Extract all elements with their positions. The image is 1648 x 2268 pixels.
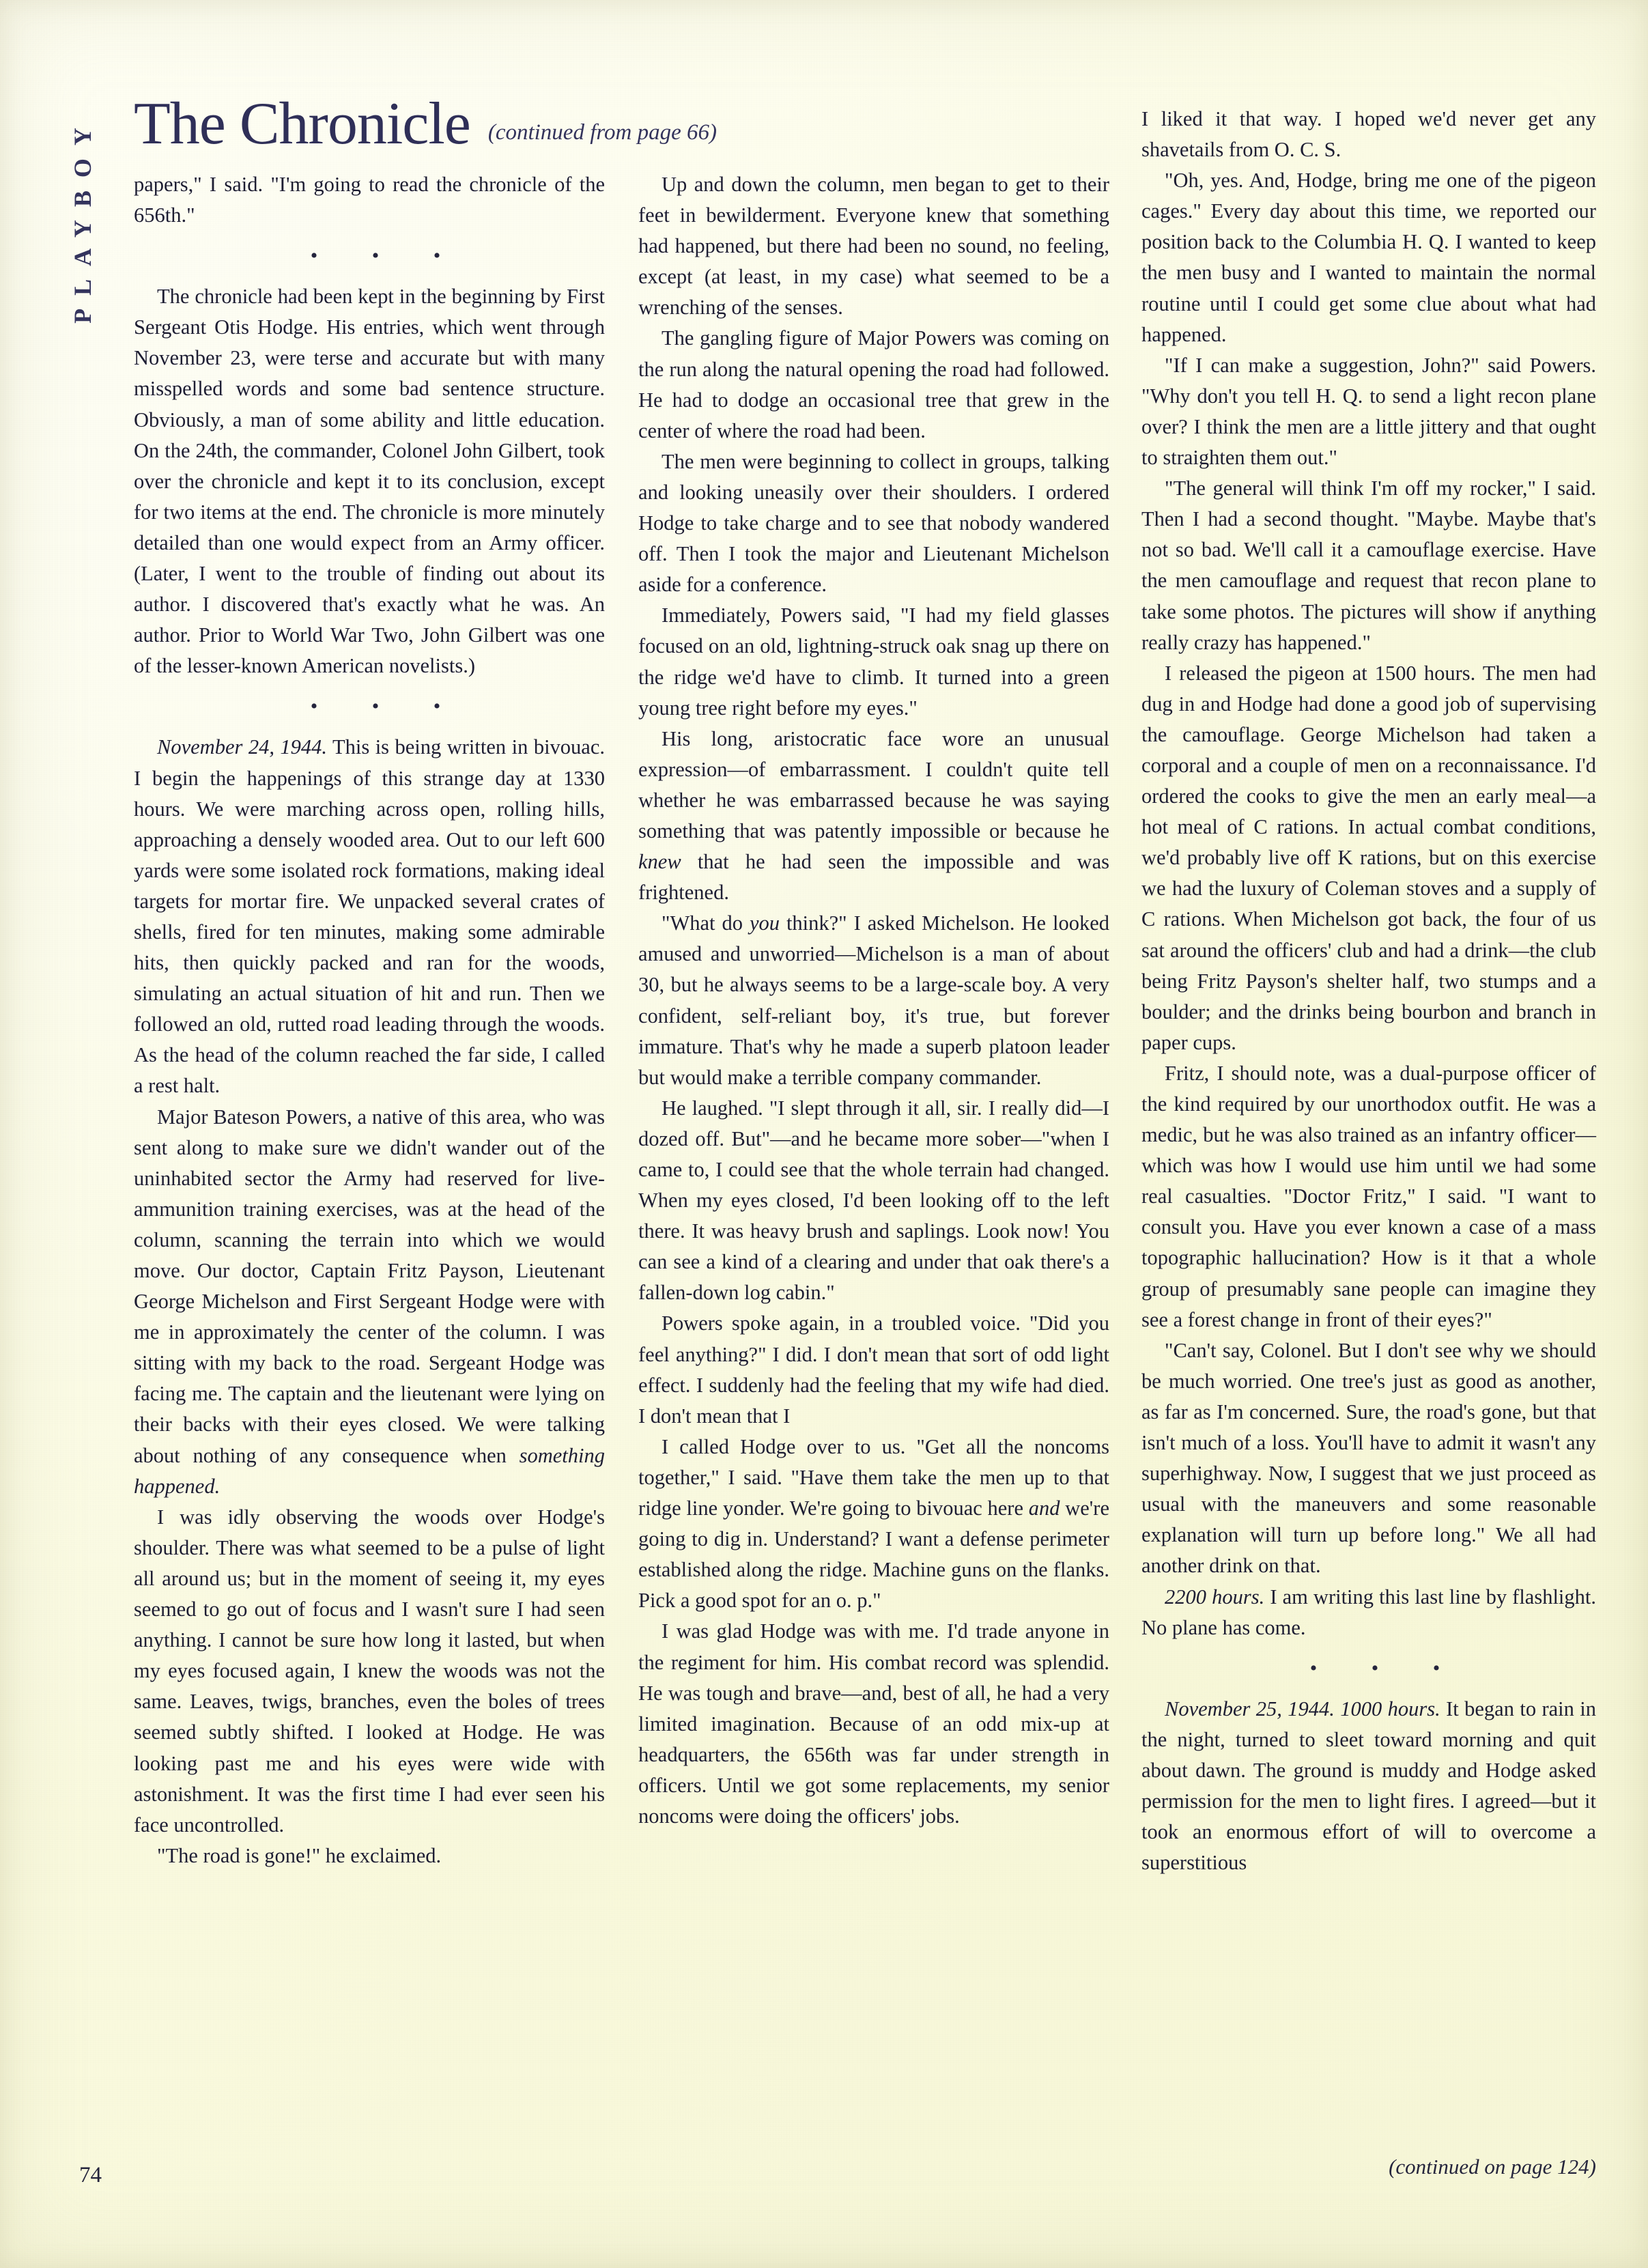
paragraph: "If I can make a suggestion, John?" said Powers. "Why don't you tell H. Q. to send a light recon plane over? I think the men are a little jittery and that ought to straighten them out." [1141, 353, 1596, 470]
paragraph-text: His long, aristocratic face wore an unusual expression—of embarrassment. I couldn't quite tell whether he was embarrassed because he was saying something that was patently impossible or because he [638, 726, 1109, 842]
paragraph: I liked it that way. I hoped we'd never get any shavetails from O. C. S. [1141, 107, 1596, 162]
continued-on-note: (continued on page 124) [1389, 2155, 1596, 2179]
paragraph [638, 724, 1109, 909]
paragraph: "Oh, yes. And, Hodge, bring me one of the pigeon cages." Every day about this time, we reported our position back to the Columbia H. Q. I wanted to keep the men busy and I wanted to maintain the normal routine until I could get some clue about what had happened. [1141, 169, 1596, 346]
paragraph: I was glad Hodge was with me. I'd trade anyone in the regiment for him. His combat record was splendid. He was tough and brave—and, best of all, he had a very limited imagination. Because of an odd mix-up at headquarters, the 656th was far under strength in officers. Until we got some replacements, my senior noncoms were doing the officers' jobs. [638, 1619, 1109, 1828]
paragraph: "The road is gone!" he exclaimed. [157, 1843, 442, 1867]
text-column-3 [1141, 104, 1596, 1878]
paragraph: The gangling figure of Major Powers was coming on the run along the natural opening the road had followed. He had to dodge an occasional tree that grew in the center of where the road had been. [638, 326, 1109, 442]
paragraph: Powers spoke again, in a troubled voice. "Did you feel anything?" I did. I don't mean that sort of odd light effect. I suddenly had the feeling that my wife had died. I don't mean that I [638, 1312, 1109, 1428]
paragraph: papers," I said. "I'm going to read the chronicle of the 656th." [134, 173, 605, 227]
emphasis: and [1028, 1497, 1060, 1520]
emphasis: you [749, 911, 780, 935]
paragraph-text: I called Hodge over to us. "Get all the noncoms together," I said. "Have them take the men up to that ridge line yonder. We're going to bivouac here [638, 1434, 1109, 1520]
paragraph-text: "What do [662, 911, 750, 935]
continued-from-note: (continued from page 66) [487, 120, 717, 145]
section-break-dots: • • • [310, 244, 466, 268]
paragraph: I was idly observing the woods over Hodge's shoulder. There was what seemed to be a pulse of light all around us; but in the moment of seeing it, my eyes seemed to go out of focus and I wasn't sure I had seen anything. I cannot be sure how long it lasted, but when my eyes focused again, I knew the woods was not the same. Leaves, twigs, branches, even the boles of trees seemed subtly shifted. I looked at Hodge. He was looking past me and his eyes were wide with astonishment. It was the first time I had ever seen his face uncontrolled. [134, 1505, 605, 1837]
paragraph-text: It began to rain in the night, turned to sleet toward morning and quit about dawn. The ground is muddy and Hodge asked permission for the men to light fires. I agreed—but it took an enormous effort of will to overcome a superstitious [1141, 1697, 1596, 1875]
page-number: 74 [79, 2163, 102, 2187]
entry-time: 2200 hours. [1165, 1585, 1265, 1608]
paragraph [638, 908, 1109, 1093]
paragraph: "The general will think I'm off my rocker," I said. Then I had a second thought. "Maybe. Maybe that's not so bad. We'll call it a camouflage exercise. Have the men camouflage and request that recon plane to take some photos. The pictures will show if anything really crazy has happened." [1141, 477, 1596, 654]
paragraph-text: Major Bateson Powers, a native of this area, who was sent along to make sure we didn't wander out of the uninhabited sector the Army had reserved for live-ammunition training exercises, was at the head of the column, scanning the terrain into which we would move. Our doctor, Captain Fritz Payson, Lieutenant George Michelson and First Sergeant Hodge were with me in approximately the center of the column. I was sitting with my back to the road. Sergeant Hodge was facing me. The captain and the lieutenant were lying on their backs with their eyes closed. We were talking about nothing of any consequence when [134, 1105, 605, 1467]
paragraph-text: that he had seen the impossible and was frightened. [638, 850, 1109, 905]
emphasis: knew [638, 850, 681, 874]
paragraph: I released the pigeon at 1500 hours. The men had dug in and Hodge had done a good job of supervising the camouflage. George Michelson had taken a corporal and a couple of men on a reconnaissance. I'd ordered the cooks to give the men an early meal—a hot meal of C rations. In actual combat conditions, we'd probably live off K rations, but on this exercise we had the luxury of Coleman stoves and a supply of C rations. When Michelson got back, the four of us sat around the officers' club and had a drink—the club being Fritz Payson's shelter half, two stumps and a boulder; and the drinks being bourbon and branch in paper cups. [1141, 661, 1596, 1054]
paragraph: Up and down the column, men began to get to their feet in bewilderment. Everyone knew that something had happened, but there had been no sound, no feeling, except (at least, in my case) what seemed to be a wrenching of the senses. [638, 173, 1109, 320]
paragraph [1141, 1694, 1596, 1879]
section-break-dots: • • • [1309, 1656, 1465, 1679]
paragraph: The men were beginning to collect in groups, talking and looking uneasily over their shoulders. I ordered Hodge to take charge and to see that nobody wandered off. Then I took the major and Lieutenant Michelson aside for a conference. [638, 449, 1109, 597]
paragraph [134, 732, 605, 1101]
paragraph: Fritz, I should note, was a dual-purpose officer of the kind required by our unorthodox outfit. He was a medic, but he was also trained as an infantry officer—which was how I would use him until we had some real casualties. "Doctor Fritz," I said. "I want to consult you. Have you ever known a case of a mass topographic hallucination? How is it that a whole group of presumably sane people can imagine they see a forest change in front of their eyes?" [1141, 1061, 1596, 1331]
masthead-label: PLAYBOY [69, 115, 96, 324]
article-header [134, 91, 857, 171]
paragraph: "Can't say, Colonel. But I don't see why we should be much worried. One tree's just as good as another, as far as I'm concerned. Sure, the road's gone, but that isn't much of a loss. You'll have to admit it wasn't any superhighway. Now, I suggest that we just proceed as usual with the maneuvers and some reasonable explanation will turn up before long." We all had another drink on that. [1141, 1338, 1596, 1578]
paragraph [1141, 1582, 1596, 1643]
paragraph: Immediately, Powers said, "I had my field glasses focused on an old, lightning-struck oak snag up there on the ridge we'd have to climb. It turned into a green young tree right before my eyes." [638, 604, 1109, 720]
text-column-1 [134, 169, 605, 1871]
page-title: The Chronicle [134, 91, 470, 157]
paragraph-text: This is being written in bivouac. I begin the happenings of this strange day at 1330 hours. We were marching across open, rolling hills, approaching a densely wooded area. Out to our left 600 yards were some isolated rock formations, making ideal targets for mortar fire. We unpacked several crates of shells, fired for ten minutes, making some admirable hits, then quickly packed and ran for the woods, simulating an actual situation of hit and run. Then we followed an old, rutted road leading through the woods. As the head of the column reached the far side, I called a rest halt. [134, 735, 605, 1098]
section-break-dots: • • • [310, 695, 466, 718]
emphasis: something happened. [134, 1443, 605, 1498]
paragraph [638, 1432, 1109, 1617]
entry-date: November 24, 1944. [157, 735, 328, 759]
playboy-masthead [59, 89, 106, 375]
entry-date: November 25, 1944. 1000 hours. [1165, 1697, 1440, 1720]
text-column-2 [638, 169, 1109, 1832]
paragraph: He laughed. "I slept through it all, sir. I really did—I dozed off. But"—and he became more sober—"when I came to, I could see that the whole terrain had changed. When my eyes closed, I'd been looking off to the left there. It was heavy brush and saplings. Look now! You can see a kind of a clearing and under that oak there's a fallen-down log cabin." [638, 1096, 1109, 1305]
paragraph-text: we're going to dig in. Understand? I want a defense perimeter established along the ridge. Machine guns on the flanks. Pick a good spot for an o. p." [638, 1497, 1109, 1613]
paragraph-text: I am writing this last line by flashlight. No plane has come. [1141, 1585, 1596, 1639]
paragraph: The chronicle had been kept in the beginning by First Sergeant Otis Hodge. His entries, which went through November 23, were terse and accurate but with many misspelled words and some bad sentence structure. Obviously, a man of some ability and little education. On the 24th, the commander, Colonel John Gilbert, took over the chronicle and kept it to its conclusion, except for two items at the end. The chronicle is more minutely detailed than one would expect from an Army officer. (Later, I went to the trouble of finding out about its author. I discovered that's exactly what he was. An author. Prior to World War Two, John Gilbert was one of the lesser-known American novelists.) [134, 285, 605, 678]
paragraph-text: think?" I asked Michelson. He looked amused and unworried—Michelson is a man of about 30, but he always seems to be a large-scale boy. A very confident, self-reliant boy, it's true, but forever immature. That's why he made a superb platoon leader but would make a terrible company commander. [638, 911, 1110, 1089]
paragraph [134, 1102, 605, 1502]
